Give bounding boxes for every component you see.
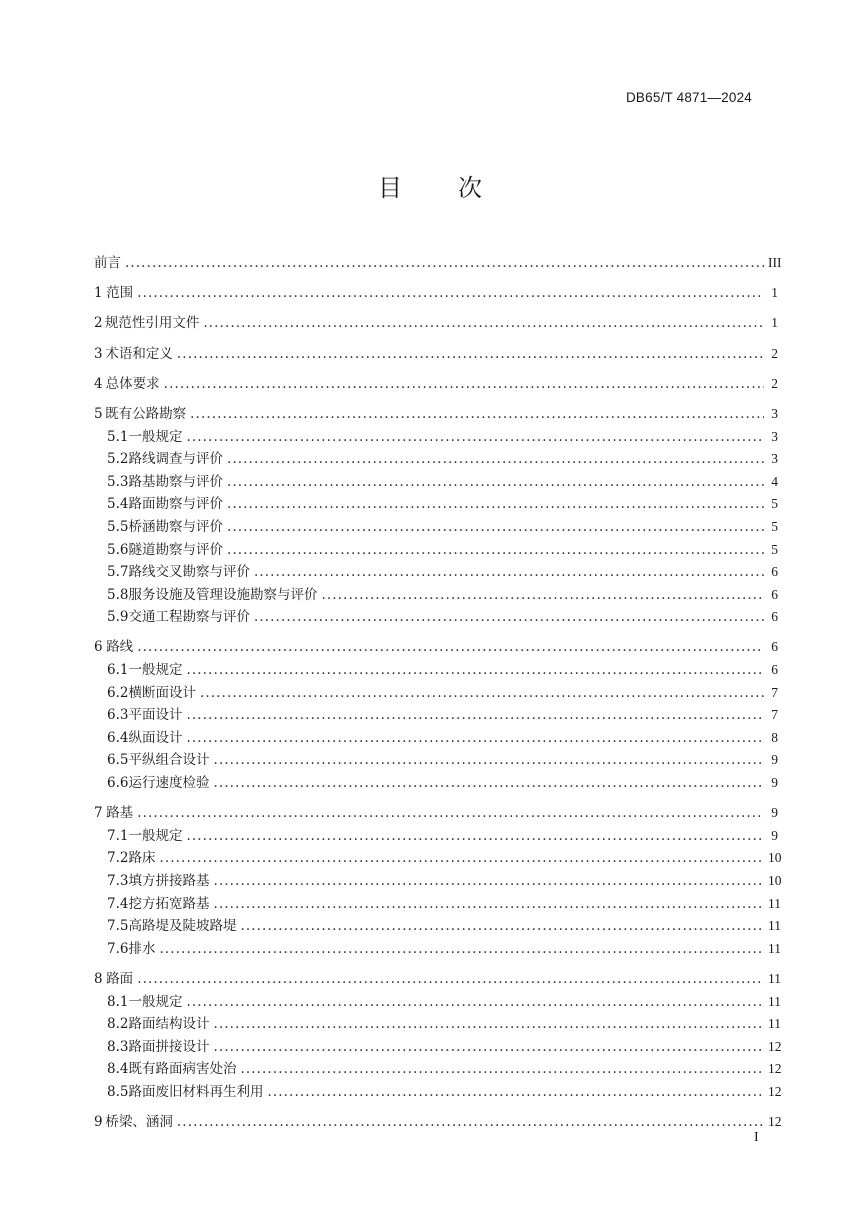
toc-entry[interactable] bbox=[94, 636, 778, 659]
toc-entry-number: 6.1 bbox=[107, 662, 129, 679]
toc-entry-title: 挖方拓宽路基 bbox=[128, 895, 210, 912]
toc-entry-number: 8.1 bbox=[107, 993, 129, 1010]
toc-entry-page: 1 bbox=[771, 285, 778, 301]
dot-leader bbox=[213, 749, 764, 772]
toc-entry-title: 一般规定 bbox=[128, 827, 183, 844]
toc-entry-number: 6.2 bbox=[107, 684, 129, 701]
dot-leader bbox=[177, 343, 764, 366]
dot-leader bbox=[213, 870, 764, 893]
dot-leader bbox=[125, 252, 764, 275]
toc-entry-title: 路基勘察与评价 bbox=[128, 473, 223, 490]
dot-leader bbox=[159, 847, 764, 870]
toc-entry-number: 7.6 bbox=[107, 940, 129, 957]
dot-leader bbox=[227, 493, 764, 516]
toc-entry-number: 7.2 bbox=[107, 850, 129, 867]
toc-entry-number: 5.4 bbox=[107, 496, 129, 513]
toc-entry-page: 6 bbox=[771, 564, 778, 580]
toc-entry-title: 既有路面病害处治 bbox=[128, 1061, 237, 1078]
toc-entry-title: 桥梁、涵洞 bbox=[105, 1114, 173, 1131]
toc-entry-title: 排水 bbox=[128, 940, 156, 957]
toc-entry-title: 路面勘察与评价 bbox=[128, 496, 223, 513]
toc-entry[interactable] bbox=[94, 426, 778, 449]
toc-entry[interactable] bbox=[94, 727, 778, 750]
toc-entry[interactable] bbox=[94, 584, 778, 607]
toc-entry-title: 路线调查与评价 bbox=[128, 451, 223, 468]
toc-entry[interactable] bbox=[94, 659, 778, 682]
dot-leader bbox=[254, 561, 764, 584]
toc-entry-number: 6.3 bbox=[107, 707, 129, 724]
toc-entry-number: 8.4 bbox=[107, 1061, 129, 1078]
dot-leader bbox=[137, 968, 764, 991]
toc-entry-number: 6.4 bbox=[107, 729, 129, 746]
toc-entry-number: 5 bbox=[94, 405, 103, 422]
toc-entry-page: 3 bbox=[771, 451, 778, 467]
toc-entry-number: 5.9 bbox=[107, 609, 129, 626]
toc-entry[interactable] bbox=[94, 802, 778, 825]
toc-entry-title: 服务设施及管理设施勘察与评价 bbox=[128, 586, 318, 603]
toc-entry-number: 7 bbox=[94, 805, 103, 822]
dot-leader bbox=[186, 426, 764, 449]
dot-leader bbox=[186, 991, 764, 1014]
toc-entry-page: 12 bbox=[768, 1038, 782, 1054]
toc-entry-title: 范围 bbox=[106, 285, 134, 302]
toc-entry-page: 11 bbox=[768, 918, 781, 934]
toc-entry-title: 路床 bbox=[128, 850, 156, 867]
toc-entry[interactable] bbox=[94, 561, 778, 584]
toc-entry-page: 7 bbox=[771, 684, 778, 700]
toc-entry-page: 5 bbox=[771, 496, 778, 512]
toc-entry-page: 11 bbox=[768, 895, 781, 911]
standard-code: DB65/T 4871—2024 bbox=[625, 90, 752, 105]
toc-entry-title: 一般规定 bbox=[128, 993, 183, 1010]
toc-entry-title: 路线交叉勘察与评价 bbox=[128, 564, 250, 581]
toc-entry-number: 2 bbox=[94, 315, 103, 332]
toc-entry-page: 11 bbox=[768, 993, 781, 1009]
toc-entry[interactable] bbox=[94, 938, 781, 961]
toc-entry-number: 6.5 bbox=[107, 752, 129, 769]
toc-entry-page: 5 bbox=[771, 518, 778, 534]
toc-entry-page: 10 bbox=[768, 850, 782, 866]
toc-entry-page: 9 bbox=[771, 805, 778, 821]
toc-entry-number: 8 bbox=[94, 970, 103, 987]
dot-leader bbox=[213, 893, 764, 916]
dot-leader bbox=[267, 1081, 764, 1104]
toc-entry[interactable] bbox=[94, 825, 778, 848]
toc-entry[interactable] bbox=[94, 704, 778, 727]
title-char: 目 bbox=[378, 174, 458, 202]
dot-leader bbox=[137, 636, 764, 659]
dot-leader bbox=[227, 471, 764, 494]
toc-entry-number: 1 bbox=[94, 285, 103, 302]
toc-entry-title: 路基 bbox=[106, 805, 134, 822]
toc-entry[interactable] bbox=[94, 1081, 782, 1104]
dot-leader bbox=[227, 539, 764, 562]
toc-entry-page: 2 bbox=[771, 375, 778, 391]
toc-entry-number: 3 bbox=[94, 345, 103, 362]
dot-leader bbox=[227, 448, 764, 471]
toc-entry-page: 6 bbox=[771, 586, 778, 602]
toc-entry[interactable] bbox=[94, 606, 778, 629]
toc-entry-page: 12 bbox=[768, 1114, 782, 1130]
dot-leader bbox=[213, 1013, 764, 1036]
toc-entry[interactable] bbox=[94, 539, 778, 562]
toc-entry-page: 11 bbox=[768, 1016, 781, 1032]
toc-entry[interactable] bbox=[94, 847, 782, 870]
dot-leader bbox=[186, 825, 764, 848]
dot-leader bbox=[213, 772, 764, 795]
toc-entry-page: 9 bbox=[771, 827, 778, 843]
page-title bbox=[0, 168, 860, 203]
toc-entry-title: 平面设计 bbox=[128, 707, 183, 724]
toc-entry-number: 5.6 bbox=[107, 541, 129, 558]
toc-entry-title: 运行速度检验 bbox=[128, 775, 210, 792]
dot-leader bbox=[200, 682, 764, 705]
dot-leader bbox=[164, 373, 764, 396]
dot-leader bbox=[186, 659, 764, 682]
toc-entry-number: 5.7 bbox=[107, 564, 129, 581]
toc-entry-number: 5.5 bbox=[107, 518, 129, 535]
toc-entry-page: 1 bbox=[771, 315, 778, 331]
dot-leader bbox=[254, 606, 764, 629]
toc-entry-number: 8.5 bbox=[107, 1083, 129, 1100]
toc-entry-page: 12 bbox=[768, 1061, 782, 1077]
toc-entry[interactable] bbox=[94, 252, 782, 275]
toc-entry[interactable] bbox=[94, 682, 778, 705]
toc-entry-title: 术语和定义 bbox=[105, 345, 173, 362]
dot-leader bbox=[227, 516, 764, 539]
toc-entry[interactable] bbox=[94, 373, 778, 396]
toc-entry-title: 既有公路勘察 bbox=[105, 405, 187, 422]
toc-entry-number: 7.4 bbox=[107, 895, 129, 912]
toc-entry-page: 3 bbox=[771, 405, 778, 421]
toc-entry-title: 规范性引用文件 bbox=[104, 315, 200, 332]
toc-entry-page: 4 bbox=[771, 473, 778, 489]
toc-entry-page: 6 bbox=[771, 609, 778, 625]
dot-leader bbox=[203, 312, 764, 335]
toc-entry-title: 隧道勘察与评价 bbox=[128, 541, 223, 558]
toc-entry-number: 6 bbox=[94, 639, 103, 656]
toc-entry-title: 路面结构设计 bbox=[128, 1016, 210, 1033]
toc-entry[interactable] bbox=[94, 1013, 781, 1036]
toc-entry[interactable] bbox=[94, 516, 778, 539]
dot-leader bbox=[321, 584, 764, 607]
dot-leader bbox=[177, 1111, 764, 1134]
toc-entry-title: 纵面设计 bbox=[128, 729, 183, 746]
toc-entry[interactable] bbox=[94, 893, 781, 916]
toc-entry-title: 一般规定 bbox=[128, 428, 183, 445]
dot-leader bbox=[137, 282, 764, 305]
toc-entry-page: 9 bbox=[771, 775, 778, 791]
toc-entry-title: 填方拼接路基 bbox=[128, 873, 210, 889]
toc-entry-page: 7 bbox=[771, 707, 778, 723]
toc-entry-number: 4 bbox=[94, 375, 103, 392]
toc-entry[interactable] bbox=[94, 749, 778, 772]
dot-leader bbox=[213, 1036, 764, 1059]
toc-entry-page: 12 bbox=[768, 1083, 782, 1099]
toc-entry-number: 8.3 bbox=[107, 1038, 129, 1055]
toc-entry-number: 5.2 bbox=[107, 451, 129, 468]
toc-entry-page: 11 bbox=[768, 970, 781, 986]
toc-entry-title: 路线 bbox=[106, 639, 134, 656]
toc-entry[interactable] bbox=[94, 870, 782, 893]
toc-entry-page: 5 bbox=[771, 541, 778, 557]
toc-entry-title: 总体要求 bbox=[105, 375, 160, 392]
toc-entry-title: 平纵组合设计 bbox=[128, 752, 210, 769]
toc-entry-title: 一般规定 bbox=[128, 662, 183, 679]
toc-entry[interactable] bbox=[94, 343, 778, 366]
toc-entry[interactable] bbox=[94, 403, 778, 426]
toc-entry-number: 5.1 bbox=[107, 428, 129, 445]
toc-entry-page: 3 bbox=[771, 428, 778, 444]
toc-entry[interactable] bbox=[94, 448, 778, 471]
dot-leader bbox=[186, 727, 764, 750]
toc-entry-page: 9 bbox=[771, 752, 778, 768]
toc-entry[interactable] bbox=[94, 1036, 782, 1059]
dot-leader bbox=[137, 802, 764, 825]
toc-entry[interactable] bbox=[94, 772, 778, 795]
dot-leader bbox=[186, 704, 764, 727]
toc-entry-title: 路面 bbox=[106, 970, 134, 987]
toc-entry-title: 高路堤及陡坡路堤 bbox=[128, 918, 237, 935]
toc-entry[interactable] bbox=[94, 471, 778, 494]
toc-entry-number: 5.3 bbox=[107, 473, 129, 490]
toc-entry-title: 桥涵勘察与评价 bbox=[128, 518, 223, 535]
toc-entry[interactable] bbox=[94, 915, 781, 938]
toc-entry-number: 5.8 bbox=[107, 586, 129, 603]
toc-entry-number: 7.3 bbox=[107, 873, 129, 889]
toc-entry-page: 6 bbox=[771, 639, 778, 655]
toc-entry-number: 6.6 bbox=[107, 775, 129, 792]
toc-entry-page: 6 bbox=[771, 662, 778, 678]
toc-entry[interactable] bbox=[94, 493, 778, 516]
toc-entry-page: 10 bbox=[768, 873, 782, 888]
dot-leader bbox=[240, 915, 764, 938]
toc-entry-number: 7.1 bbox=[107, 827, 129, 844]
toc-entry-number: 9 bbox=[94, 1114, 103, 1131]
toc-entry-page: 11 bbox=[768, 940, 781, 956]
toc-entry-page: III bbox=[768, 255, 782, 270]
title-char: 次 bbox=[458, 174, 538, 202]
toc-entry-number: 7.5 bbox=[107, 918, 129, 935]
toc-entry-title: 交通工程勘察与评价 bbox=[128, 609, 250, 626]
dot-leader bbox=[240, 1058, 764, 1081]
toc-entry[interactable] bbox=[94, 312, 778, 335]
table-of-contents bbox=[94, 252, 782, 1134]
toc-entry-title: 横断面设计 bbox=[128, 684, 196, 701]
toc-entry-title: 路面拼接设计 bbox=[128, 1038, 210, 1055]
page-number: I bbox=[754, 1130, 759, 1145]
toc-entry[interactable] bbox=[94, 991, 781, 1014]
toc-entry[interactable] bbox=[94, 1111, 782, 1134]
toc-entry[interactable] bbox=[94, 1058, 782, 1081]
toc-entry[interactable] bbox=[94, 968, 781, 991]
toc-entry[interactable] bbox=[94, 282, 778, 305]
toc-entry-title: 前言 bbox=[94, 255, 121, 271]
toc-entry-title: 路面废旧材料再生利用 bbox=[128, 1083, 264, 1100]
toc-entry-page: 8 bbox=[771, 729, 778, 745]
toc-entry-number: 8.2 bbox=[107, 1016, 129, 1033]
dot-leader bbox=[190, 403, 764, 426]
dot-leader bbox=[159, 938, 764, 961]
toc-entry-page: 2 bbox=[771, 345, 778, 361]
